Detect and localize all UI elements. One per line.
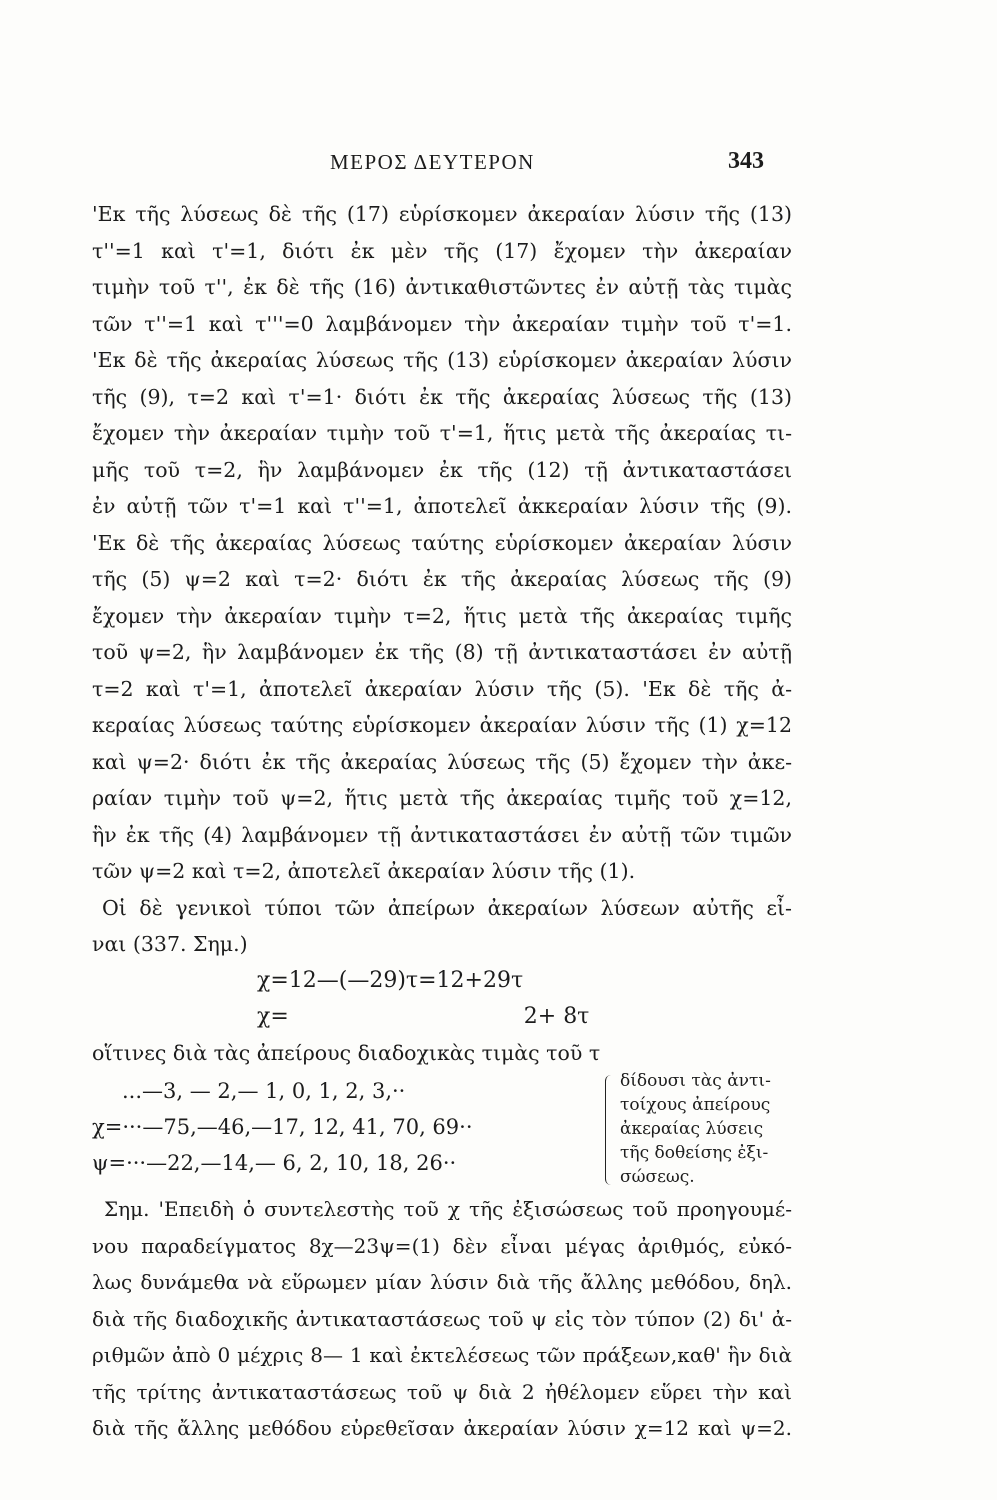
brace-line: τῆς δοθείσης ἐξι- [620,1143,769,1163]
equation-simplified-x [92,999,792,1035]
brace-line: ἀκεραίας λύσεις [620,1119,764,1139]
solution-table [92,1073,792,1191]
text-line: τ''=1 καὶ τ'=1, διότι ἐκ μὲν τῆς (17) ἔχομεν τὴν ἀκεραίαν [92,238,792,263]
note-line: Σημ. 'Επειδὴ ὁ συντελεστὴς τοῦ χ τῆς ἐξισώσεως τοῦ προηγουμέ- [104,1197,792,1221]
page-header [0,148,997,182]
text-line: 'Εκ τῆς λύσεως δὲ τῆς (17) εὑρίσκομεν ἀκεραίαν λύσιν τῆς (13) [92,202,792,226]
text-line: ἣν ἐκ τῆς (4) λαμβάνομεν τῇ ἀντικαταστάσει ἐν αὐτῇ τῶν τιμῶν [92,822,792,847]
tau-sequence: ...—3, — 2,— 1, 0, 1, 2, 3,·· [122,1079,406,1103]
brace-line: σώσεως. [620,1167,695,1187]
note-line: διὰ τῆς ἄλλης μεθόδου εὑρεθεῖσαν ἀκεραίαν λύσιν χ=12 καὶ ψ=2. [92,1416,792,1440]
text-line: τῆς (5) ψ=2 καὶ τ=2· διότι ἐκ τῆς ἀκεραίας λύσεως τῆς (9) [92,567,792,591]
text-line: τῶν ψ=2 καὶ τ=2, ἀποτελεῖ ἀκεραίαν λύσιν τῆς (1). [92,859,636,883]
note-line: διὰ τῆς διαδοχικῆς ἀντικαταστάσεως τοῦ ψ εἰς τὸν τύπον (2) δι' ἀ- [92,1306,792,1331]
text-line: 'Εκ δὲ τῆς ἀκεραίας λύσεως ταύτης εὑρίσκομεν ἀκεραίαν λύσιν [92,530,792,555]
text-line: ναι (337. Σημ.) [92,932,248,956]
brace-annotation [620,1069,810,1189]
page-number: 343 [728,148,764,174]
brace-line: δίδουσι τὰς ἀντι- [620,1071,771,1091]
text-line: τῆς (9), τ=2 καὶ τ'=1· διότι ἐκ τῆς ἀκεραίας λύσεως τῆς (13) [92,384,792,409]
page-body [92,196,792,1447]
chi-sequence: χ=···—75,—46,—17, 12, 41, 70, 69·· [92,1115,473,1139]
note-line: νου παραδείγματος 8χ—23ψ=(1) δὲν εἶναι μέγας ἀριθμός, εὐκό- [92,1233,792,1258]
text-line: ἔχομεν τὴν ἀκεραίαν τιμὴν τ=2, ἥτις μετὰ τῆς ἀκεραίας τιμῆς [92,603,792,628]
equation-general-x: χ=12—(—29)τ=12+29τ [257,967,524,993]
psi-sequence: ψ=···—22,—14,— 6, 2, 10, 18, 26·· [92,1151,457,1175]
equation-right: 2+ 8τ [523,1003,590,1029]
text-line: μῆς τοῦ τ=2, ἣν λαμβάνομεν ἐκ τῆς (12) τῇ ἀντικαταστάσει [92,457,792,482]
text-line: ραίαν τιμὴν τοῦ ψ=2, ἥτις μετὰ τῆς ἀκεραίας τιμῆς τοῦ χ=12, [92,786,792,810]
running-title: ΜΕΡΟΣ ΔΕΥΤΕΡΟΝ [330,150,535,174]
equation-left: χ= [257,1003,289,1029]
text-line: τ=2 καὶ τ'=1, ἀποτελεῖ ἀκεραίαν λύσιν τῆς (5). 'Εκ δὲ τῆς ἀ- [92,676,792,701]
text-line: τῶν τ''=1 καὶ τ'''=0 λαμβάνομεν τὴν ἀκεραίαν τιμὴν τοῦ τ'=1. [92,311,792,336]
text-line: τοῦ ψ=2, ἣν λαμβάνομεν ἐκ τῆς (8) τῇ ἀντικαταστάσει ἐν αὐτῇ [92,640,792,664]
text-line: 'Εκ δὲ τῆς ἀκεραίας λύσεως τῆς (13) εὑρίσκομεν ἀκεραίαν λύσιν [92,348,792,372]
text-line: καὶ ψ=2· διότι ἐκ τῆς ἀκεραίας λύσεως τῆς (5) ἔχομεν τὴν ἀκε- [92,749,792,774]
note-line: τῆς τρίτης ἀντικαταστάσεως τοῦ ψ διὰ 2 ἠθέλομεν εὕρει τὴν καὶ [92,1379,792,1404]
text-line: οἵτινες διὰ τὰς ἀπείρους διαδοχικὰς τιμὰς τοῦ τ [92,1040,601,1065]
text-line: Οἱ δὲ γενικοὶ τύποι τῶν ἀπείρων ἀκεραίων λύσεων αὐτῆς εἶ- [102,895,792,920]
note-line: ριθμῶν ἀπὸ 0 μέχρις 8— 1 καὶ ἐκτελέσεως τῶν πράξεων,καθ' ἣν διὰ [92,1343,792,1367]
text-line: τιμὴν τοῦ τ'', ἐκ δὲ τῆς (16) ἀντικαθιστῶντες ἐν αὐτῇ τὰς τιμὰς [92,275,792,299]
brace-line: τοίχους ἀπείρους [620,1095,771,1115]
text-line: ἔχομεν τὴν ἀκεραίαν τιμὴν τοῦ τ'=1, ἥτις μετὰ τῆς ἀκεραίας τι- [92,421,792,445]
text-line: ἐν αὐτῇ τῶν τ'=1 καὶ τ''=1, ἀποτελεῖ ἀκκεραίαν λύσιν τῆς (9). [92,494,792,518]
brace-mark [605,1075,616,1185]
note-line: λως δυνάμεθα νὰ εὕρωμεν μίαν λύσιν διὰ τῆς ἄλλης μεθόδου, δηλ. [92,1270,792,1294]
text-line: κεραίας λύσεως ταύτης εὑρίσκομεν ἀκεραίαν λύσιν τῆς (1) χ=12 [92,713,792,737]
